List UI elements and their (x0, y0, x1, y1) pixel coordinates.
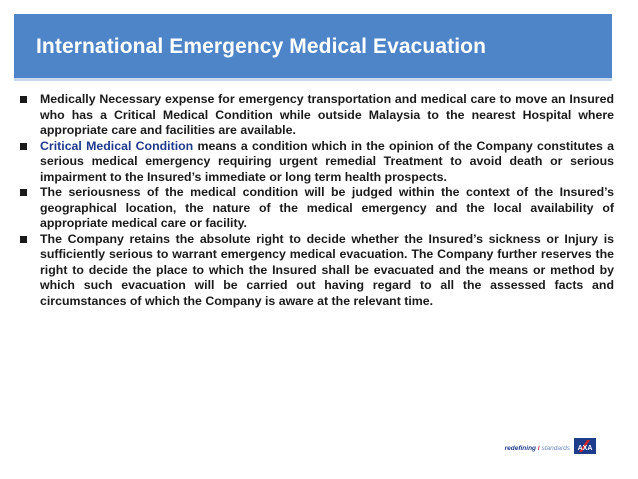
bullet-item (20, 232, 614, 310)
bullet-text: The Company retains the absolute right to decide whether the Insured’s sickness or Injury is sufficiently serious to warrant emergency medical evacuation. The Company further reserves the right to decide the place to which the Insured shall be evacuated and the means or method by which such evacuation will be carried out having regard to all the assessed facts and circumstances of which the Company is aware at the relevant time. (40, 231, 614, 308)
tagline-slash: / (537, 445, 540, 452)
square-bullet-icon (20, 96, 27, 103)
title-bar (14, 14, 612, 78)
bullet-list (20, 92, 614, 309)
tagline-main: redefining (504, 445, 537, 452)
footer-branding (505, 436, 596, 454)
title-underline (14, 78, 612, 81)
axa-logo-icon (574, 438, 596, 454)
bullet-item (20, 185, 614, 232)
term-highlight: Critical Medical Condition (40, 138, 194, 153)
bullet-text: means a condition which in the opinion of the Company constitutes a serious medical emergency requiring urgent remedial Treatment to avoid death or serious impairment to the Insured’s immediate or long term health prospects. (40, 138, 614, 184)
tagline-end: standards (541, 445, 570, 452)
bullet-text: The seriousness of the medical condition will be judged within the context of the Insured’s geographical location, the nature of the medical emergency and the local availability of appropriate medical care or facility. (40, 185, 614, 230)
axa-logo-text: AXA (577, 445, 593, 452)
bullet-item (20, 92, 614, 139)
bullet-text: Medically Necessary expense for emergency transportation and medical care to move an Insured who has a Critical Medical Condition while outside Malaysia to the nearest Hospital where appropriate care and facilities are available. (40, 92, 614, 137)
square-bullet-icon (20, 236, 27, 243)
bullet-item (20, 139, 614, 186)
square-bullet-icon (20, 189, 27, 196)
slide-title: International Emergency Medical Evacuation (36, 35, 486, 58)
square-bullet-icon (20, 143, 27, 150)
tagline (505, 445, 570, 452)
